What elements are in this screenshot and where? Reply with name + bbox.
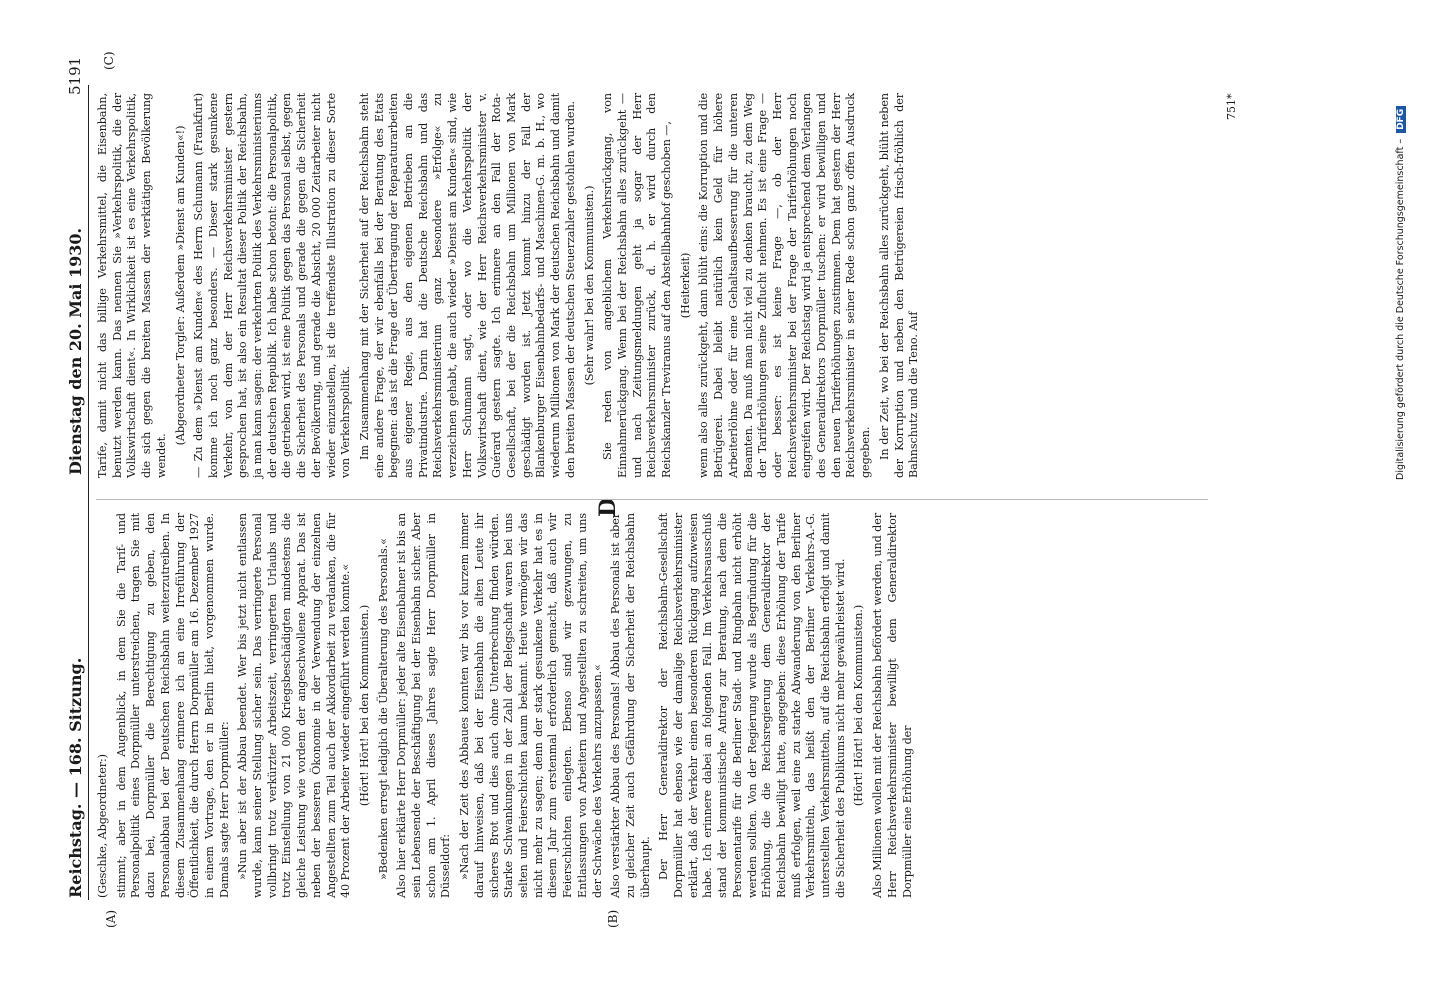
digitization-note [1395, 106, 1406, 480]
interjection: (Hört! Hört! bei den Kommunisten.) [852, 604, 866, 807]
header-rule [88, 85, 89, 900]
interjection: (Abgeordneter Torgler: Außerdem »Dienst am Kunden«!) [173, 125, 187, 446]
paragraph: Tarife, damit nicht das billige Verkehrsmittel, die Eisenbahn, benutzt werden kann. Das nennen Sie »Verkehrspolitik, die der Volkswirtschaft dient«. In Wirklichkeit ist es eine Verkehrspolitik, die sich gegen die breiten Massen der werktätigen Bevölkerung wendet. [96, 93, 168, 478]
paragraph: In der Zeit, wo bei der Reichsbahn alles zurückgeht, blüht neben der Korruption und neben den Betrügereien frisch-fröhlich der Bahnschutz und die Teno. Auf [877, 93, 921, 478]
paragraph: Der Herr Generaldirektor der Reichsbahn-Gesellschaft Dorpmüller hat ebenso wie der damalige Reichsverkehrsminister erklärt, daß der Verkehr einen besonderen Rückgang aufzuweisen habe. Ich erinnere dabei an folgenden Fall. Im Verkehrsausschuß stand der kommunistische Antrag zur Beratung, nach dem die Personentarife für die Berliner Stadt- und Ringbahn nicht erhöht werden sollten. Von der Regierung wurde als Begründung für die Erhöhung, die die Reichsregierung dem Generaldirektor der Reichsbahn bewilligt hatte, angegeben: diese Erhöhung der Tarife muß erfolgen, weil eine zu starke Abwanderung von den Berliner Verkehrsmitteln, das heißt den der Berliner Verkehrs-A.-G. unterstellten Verkehrsmitteln, auf die Reichsbahn erfolgt und damit die Sicherheit des Publikums nicht mehr gewährleistet wird. [657, 513, 847, 898]
paragraph: Sie reden von angeblichem Verkehrsrückgang, von Einnahmerückgang. Wenn bei der Reichsbahn alles zurückgeht — und nach Zeitungsmeldungen geht ja sogar der Herr Reichsverkehrsminister zurück, d. h. er wird durch den Reichskanzler Treviranus auf den Abstellbahnhof geschoben —, [601, 93, 674, 478]
left-column [96, 513, 919, 898]
margin-mark-a: (A) [104, 909, 118, 928]
quote-paragraph: »Bedenken erregt lediglich die Überalterung des Personals.« [376, 538, 390, 880]
interjection: (Hört! Hört! bei den Kommunisten.) [357, 604, 371, 807]
paragraph: Also verstärkter Abbau des Personals! Abbau des Personals ist aber zu gleicher Zeit auch Gefährdung der Sicherheit der Reichsbahn überhaupt. [609, 513, 652, 898]
paragraph: stimmt; aber in dem Augenblick, in dem Sie die Tarif- und Personalpolitik eines Dorpmüller unterstreichen, tragen Sie mit dazu bei, Dorpmüller die Berechtigung zu geben, den Personalabbau bei der Deutschen Reichsbahn weiterzutreiben. In diesem Zusammenhang erinnere ich an eine Irreführung der Öffentlichkeit, die durch Herrn Dorpmüller am 16. Dezember 1927 in einem Vortrage, den er in Berlin hielt, vorgenommen wurde. Damals sagte Herr Dorpmüller: [114, 513, 231, 898]
dfg-logo: DFG [1396, 106, 1406, 133]
interjection: (Sehr wahr! bei den Kommunisten.) [582, 185, 596, 386]
speaker-line: (Geschke, Abgeordneter:) [96, 754, 109, 898]
header-session: Reichstag. — 168. Sitzung. [66, 657, 85, 898]
digitization-text: Digitalisierung gefördert durch die Deutsche Forschungsgemeinschaft – [1395, 138, 1406, 480]
paragraph: — Zu dem »Dienst am Kunden« des Herrn Schumann (Frankfurt) komme ich noch ganz besonders. — Dieser stark gesunkene Verkehr, von dem der Herr Reichsverkehrsminister gestern gesprochen hat, ist also ein Resultat dieser Politik der Reichsbahn, ja man kann sagen: der verkehrten Politik des Verkehrsministeriums der deutschen Republik. Ich habe schon betont: die Personalpolitik, die getrieben wird, ist eine Politik gegen das Personal selbst, gegen die Sicherheit des Personals und gerade die gegen die Sicherheit der Bevölkerung, und gerade die Absicht, 20 000 Zeitarbeiter nicht wieder einzustellen, ist die treffendste Illustration zu dieser Sorte von Verkehrspolitik. [192, 93, 353, 478]
margin-mark-c: (C) [102, 51, 116, 70]
quote-paragraph: »Nach der Zeit des Abbaues konnten wir bis vor kurzem immer darauf hinweisen, daß bei der Eisenbahn die alten Leute ihr sicheres Brot und dies auch ohne Unterbrechung finden würden. Starke Schwankungen in der Zahl der Belegschaft waren bei uns selten und Feierschichten kaum bekannt. Heute vermögen wir das nicht mehr zu sagen; denn der stark gesunkene Verkehr hat es in diesem Jahr zum erstenmal erforderlich gemacht, daß auch wir Feierschichten einlegten. Ebenso sind wir gezwungen, zu Entlassungen von Arbeitern und Angestellten zu schreiten, um uns der Schwäche des Verkehrs anzupassen.« [458, 513, 604, 898]
sheet-signature: 751* [1225, 93, 1238, 120]
paragraph: Im Zusammenhang mit der Sicherheit auf der Reichsbahn steht eine andere Frage, der wir ebenfalls bei der Beratung des Etats begegnen: das ist die Frage der Übertragung der Reparaturarbeiten aus eigener Regie, aus den eigenen Betrieben an die Privatindustrie. Darin hat die Deutsche Reichsbahn und das Reichsverkehrsministerium ganz besondere »Erfolge« zu verzeichnen gehabt, die auch wieder »Dienst am Kunden« sind, wie Herr Schumann sagt, oder wo die Verkehrspolitik der Volkswirtschaft dient, wie der Herr Reichsverkehrsminister v. Guérard gestern sagte. Ich erinnere an den Fall der Rota-Gesellschaft, bei der die Reichsbahn um Millionen von Mark geschädigt worden ist. Jetzt kommt hinzu der Fall der Blankenburger Eisenbahnbedarfs- und Maschinen-G. m. b. H., wo wiederum Millionen von Mark der deutschen Reichsbahn und damit den breiten Massen der deutschen Steuerzahler gestohlen wurden. [357, 93, 577, 478]
paragraph: wenn also alles zurückgeht, dann blüht eins: die Korruption und die Betrügerei. Dabei bleibt natürlich kein Geld für höhere Arbeiterlöhne oder für eine Gehaltsaufbesserung für die unteren Beamten. Da muß man nicht viel zu denken braucht, zu dem Weg der Tariferhöhungen seine Zuflucht nehmen. Es ist eine Frage — oder besser: es ist keine Frage —, ob der Herr Reichsverkehrsminister bei der Frage der Tariferhöhungen noch eingreifen wird. Der Reichstag wird ja entsprechend dem Verlangen des Generaldirektors Dorpmüller tuschen: er wird bewilligen und den neuen Tariferhöhungen zustimmen. Dem hat gestern der Herr Reichsverkehrsminister in seiner Rede schon ganz offen Ausdruck gegeben. [697, 93, 873, 478]
paragraph: Also Millionen wollen mit der Reichsbahn befördert werden, und der Herr Reichsverkehrsminister bewilligt dem Generaldirektor Dorpmüller eine Erhöhung der [871, 513, 914, 898]
quote-paragraph: »Nun aber ist der Abbau beendet. Wer bis jetzt nicht entlassen wurde, kann seiner Stellung sicher sein. Das verringerte Personal vollbringt trotz verkürzter Arbeitszeit, verringerten Urlaubs und trotz Einstellung von 21 000 Kriegsbeschädigten mindestens die gleiche Leistung wie vordem der angeschwollene Apparat. Das ist neben der besseren Ökonomie in der Verwendung der einzelnen Angestellten zum Teil auch der Akkordarbeit zu verdanken, die für 40 Prozent der Arbeiter wieder eingeführt werden konnte.« [236, 513, 353, 898]
margin-mark-d: D [595, 497, 621, 517]
header-date: Dienstag den 20. Mai 1930. [66, 227, 85, 475]
paragraph: Also hier erklärte Herr Dorpmüller: jeder alte Eisenbahner ist bis an sein Lebensende der Beschäftigung bei der Eisenbahn sicher. Aber schon am 1. April dieses Jahres sagte Herr Dorpmüller in Düsseldorf: [395, 513, 453, 898]
right-column [96, 93, 926, 478]
page-number: 5191 [66, 56, 84, 95]
margin-mark-b: (B) [606, 909, 620, 928]
interjection: (Heiterkeit) [678, 252, 692, 319]
column-divider [96, 499, 1208, 500]
